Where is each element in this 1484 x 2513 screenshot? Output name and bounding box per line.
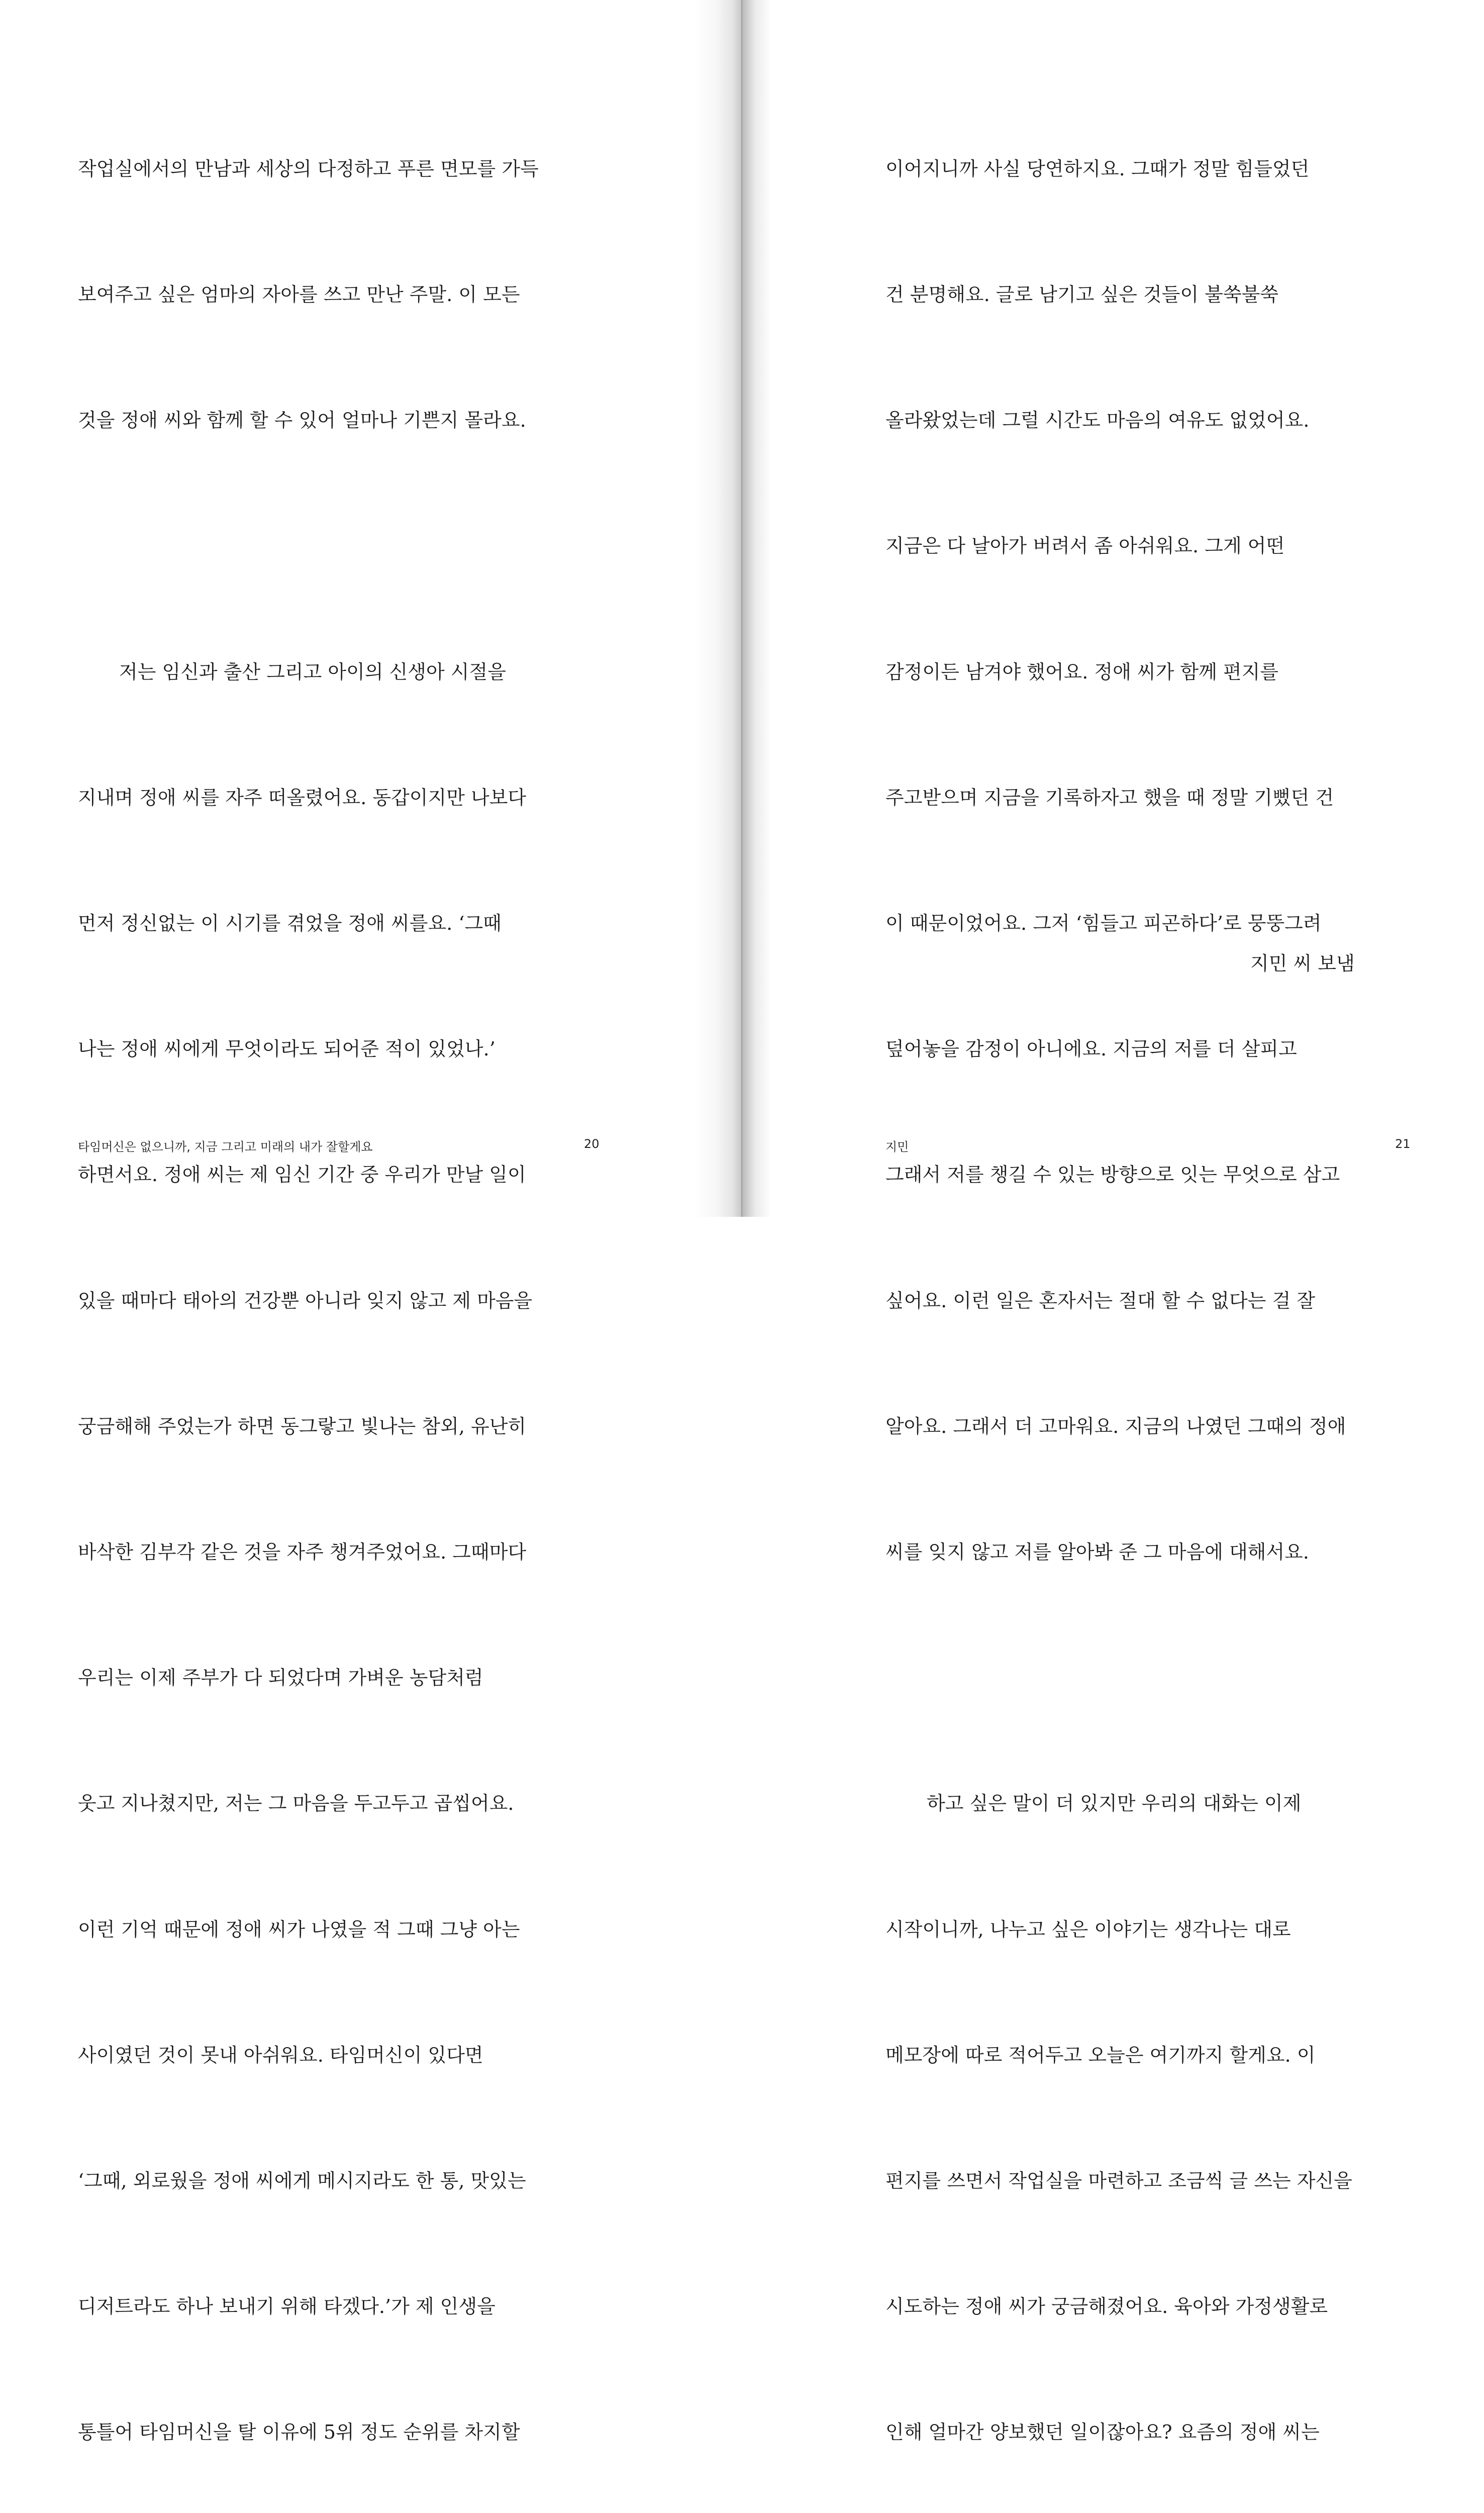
running-footer-author: 지민 (885, 1140, 909, 1154)
text-line: ‘그때, 외로웠을 정애 씨에게 메시지라도 한 통, 맛있는 (78, 2170, 526, 2192)
running-footer-title: 타임머신은 없으니까, 지금 그리고 미래의 내가 잘할게요 (78, 1140, 373, 1154)
left-page-body (78, 64, 656, 2513)
text-line: 먼저 정신없는 이 시기를 겪었을 정애 씨를요. ‘그때 (78, 912, 502, 935)
text-line: 감정이든 남겨야 했어요. 정애 씨가 함께 편지를 (885, 660, 1279, 683)
page-number-left: 20 (584, 1137, 600, 1151)
text-line: 나는 정애 씨에게 무엇이라도 되어준 적이 있었나.’ (78, 1038, 496, 1060)
text-line: 그래서 저를 챙길 수 있는 방향으로 잇는 무엇으로 삼고 (885, 1164, 1340, 1186)
text-line: 것을 정애 씨와 함께 할 수 있어 얼마나 기쁜지 몰라요. (78, 409, 526, 432)
book-spine-line (741, 0, 742, 1217)
text-line: 인해 얼마간 양보했던 일이잖아요? 요즘의 정애 씨는 (885, 2421, 1320, 2444)
text-line: 웃고 지나쳤지만, 저는 그 마음을 두고두고 곱씹어요. (78, 1792, 514, 1815)
page-number-right: 21 (1395, 1137, 1411, 1151)
text-line: 주고받으며 지금을 기록하자고 했을 때 정말 기뻤던 건 (885, 786, 1334, 809)
paragraph-gap (885, 1657, 1463, 1699)
text-line: 알아요. 그래서 더 고마워요. 지금의 나였던 그때의 정애 (885, 1415, 1346, 1437)
letter-signature: 지민 씨 보냄 (1250, 952, 1355, 975)
text-line: 우리는 이제 주부가 다 되었다며 가벼운 농담처럼 (78, 1667, 483, 1689)
text-line: 바삭한 김부각 같은 것을 자주 챙겨주었어요. 그때마다 (78, 1541, 527, 1564)
text-line: 이런 기억 때문에 정애 씨가 나였을 적 그때 그냥 아는 (78, 1918, 520, 1941)
text-line: 이어지니까 사실 당연하지요. 그때가 정말 힘들었던 (885, 157, 1310, 180)
text-line: 시작이니까, 나누고 싶은 이야기는 생각나는 대로 (885, 1918, 1291, 1941)
text-line: 저는 임신과 출산 그리고 아이의 신생아 시절을 (119, 660, 506, 683)
text-line: 올라왔었는데 그럴 시간도 마음의 여유도 없었어요. (885, 409, 1310, 432)
text-line: 있을 때마다 태아의 건강뿐 아니라 잊지 않고 제 마음을 (78, 1289, 533, 1312)
text-line: 지금은 다 날아가 버려서 좀 아쉬워요. 그게 어떤 (885, 535, 1285, 557)
text-line: 사이였던 것이 못내 아쉬워요. 타임머신이 있다면 (78, 2044, 483, 2066)
text-line: 덮어놓을 감정이 아니에요. 지금의 저를 더 살피고 (885, 1038, 1297, 1060)
text-line: 편지를 쓰면서 작업실을 마련하고 조금씩 글 쓰는 자신을 (885, 2170, 1352, 2192)
text-line: 하면서요. 정애 씨는 제 임신 기간 중 우리가 만날 일이 (78, 1164, 526, 1186)
text-line: 이 때문이었어요. 그저 ‘힘들고 피곤하다’로 뭉뚱그려 (885, 912, 1322, 935)
text-line: 건 분명해요. 글로 남기고 싶은 것들이 불쑥불쑥 (885, 283, 1279, 306)
text-line: 하고 싶은 말이 더 있지만 우리의 대화는 이제 (927, 1792, 1302, 1815)
text-line: 시도하는 정애 씨가 궁금해졌어요. 육아와 가정생활로 (885, 2295, 1328, 2318)
text-line: 궁금해해 주었는가 하면 동그랗고 빛나는 참외, 유난히 (78, 1415, 527, 1437)
text-line: 디저트라도 하나 보내기 위해 타겠다.’가 제 인생을 (78, 2295, 496, 2318)
text-line: 통틀어 타임머신을 탈 이유에 5위 정도 순위를 차지할 (78, 2421, 520, 2444)
text-line: 작업실에서의 만남과 세상의 다정하고 푸른 면모를 가득 (78, 157, 539, 180)
paragraph-gap (78, 525, 656, 567)
text-line: 지내며 정애 씨를 자주 떠올렸어요. 동갑이지만 나보다 (78, 786, 527, 809)
text-line: 씨를 잊지 않고 저를 알아봐 준 그 마음에 대해서요. (885, 1541, 1309, 1564)
text-line: 싶어요. 이런 일은 혼자서는 절대 할 수 없다는 걸 잘 (885, 1289, 1315, 1312)
right-page (742, 0, 1484, 2444)
left-page (0, 0, 742, 2444)
text-line: 보여주고 싶은 엄마의 자아를 쓰고 만난 주말. 이 모든 (78, 283, 520, 306)
text-line: 메모장에 따로 적어두고 오늘은 여기까지 할게요. 이 (885, 2044, 1316, 2066)
right-page-body (885, 64, 1463, 2513)
